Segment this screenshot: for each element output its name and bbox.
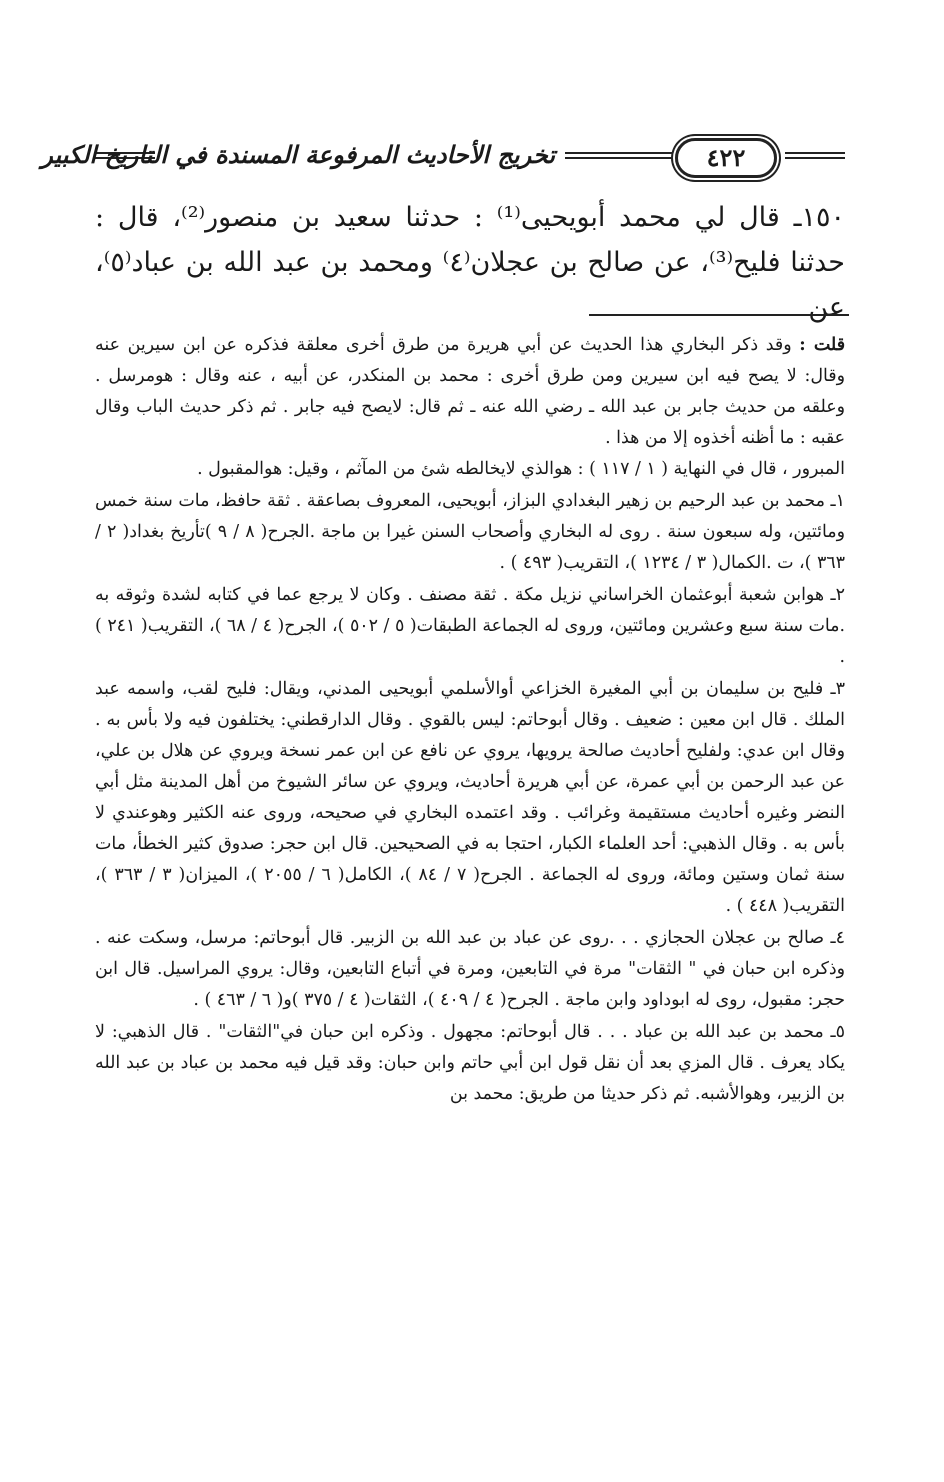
footnote-2: ٢ـ هوابن شعبة أبوعثمان الخراساني نزيل مكة . ثقة مصنف . وكان لا يرجع عما في كتابه لشدة وثوقه به .مات سنة سبع وعشرين ومائتين، وروى له الجماعة الطبقات( ٥ / ٥٠٢ )، الجرح( ٤ / ٦٨ )، التقريب( ٢٤١ ) . xyxy=(95,585,845,667)
header-rule-middle xyxy=(565,152,675,159)
header-rule-right xyxy=(785,152,845,159)
mabrour-note: المبرور ، قال في النهاية ( ١ / ١١٧ ) : هوالذي لايخالطه شئ من المآثم ، وقيل: هوالمقبول . xyxy=(197,459,845,479)
page-number: ٤٢٢ xyxy=(675,138,777,178)
footnote-separator xyxy=(589,314,849,316)
footnotes xyxy=(95,330,845,1110)
footnote-1: ١ـ محمد بن عبد الرحيم بن زهير البغدادي البزاز، أبويحيى، المعروف بصاعقة . ثقة حافظ، مات سنة خمس ومائتين، وله سبعون سنة . روى له البخاري وأصحاب السنن غيرا بن ماجة .الجرح( ٨ / ٩ )تأريخ بغداد( ٢ / ٣٦٣ )، ت .الكمال( ٣ / ١٢٣٤ )، التقريب( ٤٩٣ ) . xyxy=(95,491,845,573)
qult-paragraph xyxy=(95,330,845,454)
running-title: تخريج الأحاديث المرفوعة المسندة في التاريخ الكبير xyxy=(41,140,555,169)
footnote-3: ٣ـ فليح بن سليمان بن أبي المغيرة الخزاعي أوالأسلمي أبويحيى المدني، ويقال: فليح لقب، واسمه عبد الملك . قال ابن معين : ضعيف . وقال أبوحاتم: ليس بالقوي . وقال الدارقطني: يختلفون فيه ولا بأس به . وقال ابن عدي: ولفليح أحاديث صالحة يرويها، يروي عن نافع عن ابن عمر نسخة ويروي عن هلال بن علي، عن عبد الرحمن بن أبي عمرة، عن أبي هريرة أحاديث، ويروي عن سائر الشيوخ من أهل المدينة مثل أبي النضر وغيره أحاديث مستقيمة وغرائب . وقد اعتمده البخاري في صحيحه، وروى عنه الكثير وهوعندي لا بأس به . وقال الذهبي: أحد العلماء الكبار، احتجا به في الصحيحين. قال ابن حجر: صدوق كثير الخطأ، مات سنة ثمان وستين ومائة، وروى له الجماعة . الجرح( ٧ / ٨٤ )، الكامل( ٦ / ٢٠٥٥ )، الميزان( ٣ / ٣٦٣ )، التقريب( ٤٤٨ ) . xyxy=(95,679,845,916)
qult-text: وقد ذكر البخاري هذا الحديث عن أبي هريرة من طرق أخرى معلقة فذكره عن ابن سيرين عنه وقال: لا يصح فيه ابن سيرين ومن طرق أخرى : محمد بن المنكدر، عن أبيه ، عنه وقال : هومرسل . وعلقه من حديث جابر بن عبد الله ـ رضي الله عنه ـ ثم قال: لايصح فيه جابر . ثم ذكر حديث الباب وقال عقبه : ما أظنه أخذوه إلا من هذا . xyxy=(95,335,845,448)
footnote-4: ٤ـ صالح بن عجلان الحجازي . . .روى عن عباد بن عبد الله بن الزبير. قال أبوحاتم: مرسل، وسكت عنه . وذكره ابن حبان في " الثقات" مرة في التابعين، ومرة في أتباع التابعين، وقال: يروي المراسيل. قال ابن حجر: مقبول، روى له ابوداود وابن ماجة . الجرح( ٤ / ٤٠٩ )، الثقات( ٤ / ٣٧٥ )و( ٦ / ٤٦٣ ) . xyxy=(95,928,845,1010)
page-header xyxy=(41,136,845,180)
footnote-5: ٥ـ محمد بن عبد الله بن عباد . . . قال أبوحاتم: مجهول . وذكره ابن حبان في"الثقات" . قال الذهبي: لا يكاد يعرف . قال المزي بعد أن نقل قول ابن أبي حاتم وابن حبان: وقد قيل فيه محمد بن عباد بن عبد الله بن الزبير، وهوالأشبه. ثم ذكر حديثا من طريق: محمد بن xyxy=(95,1022,845,1104)
hadith-block xyxy=(95,195,845,330)
hadith-text: ١٥٠ـ قال لي محمد أبويحيى⁽¹⁾ : حدثنا سعيد بن منصور⁽²⁾، قال : حدثنا فليح⁽³⁾، عن صالح بن عجلان⁽٤⁾ ومحمد بن عبد الله بن عباد⁽٥⁾، عن xyxy=(95,202,845,323)
qult-label: قلت : xyxy=(799,335,846,355)
